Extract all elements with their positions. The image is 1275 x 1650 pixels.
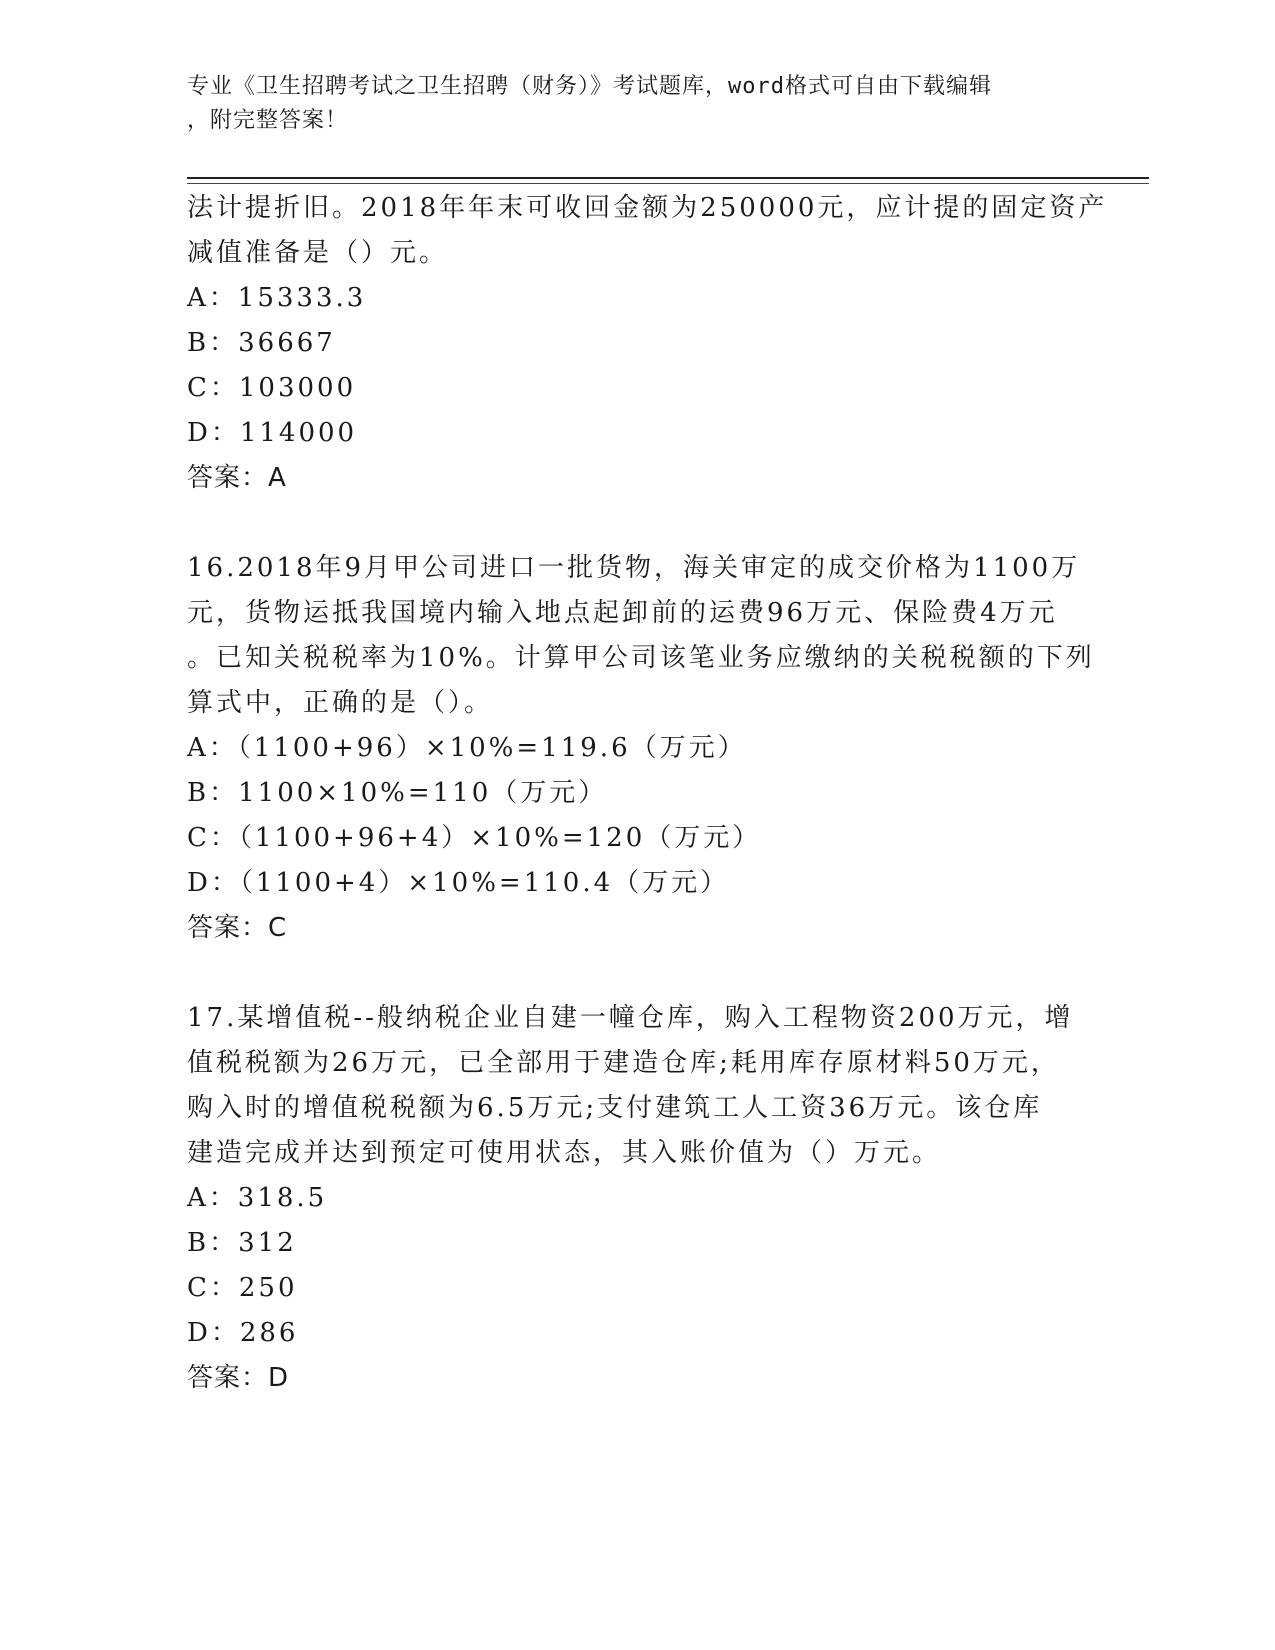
option-d: D：114000 (187, 418, 358, 448)
option-c: C：250 (187, 1273, 298, 1303)
option-b: B：312 (187, 1228, 297, 1258)
question-16 (187, 546, 1095, 951)
answer-line: 答案：C (187, 913, 288, 943)
question-stem-line: 16.2018年9月甲公司进口一批货物，海关审定的成交价格为1100万 (187, 553, 1081, 583)
question-15 (187, 186, 1108, 501)
question-stem-line: 购入时的增值税税额为6.5万元;支付建筑工人工资36万元。该仓库 (187, 1093, 1043, 1123)
question-stem-line: 法计提折旧。2018年年末可收回金额为250000元，应计提的固定资产 (187, 193, 1108, 223)
question-stem-line: 元，货物运抵我国境内输入地点起卸前的运费96万元、保险费4万元 (187, 598, 1058, 628)
spacer (187, 501, 1087, 546)
header-divider-thick (187, 177, 1149, 179)
option-a: A：（1100+96）×10%=119.6（万元） (187, 733, 747, 763)
header-line-1: 专业《卫生招聘考试之卫生招聘（财务）》考试题库，word格式可自由下载编辑 (187, 74, 992, 99)
option-b: B：36667 (187, 328, 336, 358)
question-stem-line: 17.某增值税--般纳税企业自建一幢仓库，购入工程物资200万元，增 (187, 1003, 1074, 1033)
answer-line: 答案：D (187, 1363, 290, 1393)
option-d: D：286 (187, 1318, 299, 1348)
question-17 (187, 996, 1087, 1401)
option-c: C：（1100+96+4）×10%=120（万元） (187, 823, 762, 853)
option-b: B：1100×10%=110（万元） (187, 778, 608, 808)
question-stem-line: 值税税额为26万元，已全部用于建造仓库;耗用库存原材料50万元， (187, 1048, 1060, 1078)
option-c: C：103000 (187, 373, 357, 403)
question-stem-line: 。已知关税税率为10%。计算甲公司该笔业务应缴纳的关税税额的下列 (187, 643, 1095, 673)
question-stem-line: 算式中，正确的是（）。 (187, 688, 494, 718)
option-d: D：（1100+4）×10%=110.4（万元） (187, 868, 730, 898)
option-a: A：318.5 (187, 1183, 328, 1213)
question-stem-line: 建造完成并达到预定可使用状态，其入账价值为（）万元。 (187, 1138, 942, 1168)
header-line-2: ，附完整答案！ (187, 108, 349, 133)
answer-line: 答案：A (187, 463, 287, 493)
question-stem-line: 减值准备是（）元。 (187, 238, 449, 268)
header-divider-thin (187, 183, 1149, 184)
document-body (187, 186, 1108, 1401)
spacer (187, 951, 1087, 996)
option-a: A：15333.3 (187, 283, 367, 313)
page-header (187, 70, 1087, 138)
